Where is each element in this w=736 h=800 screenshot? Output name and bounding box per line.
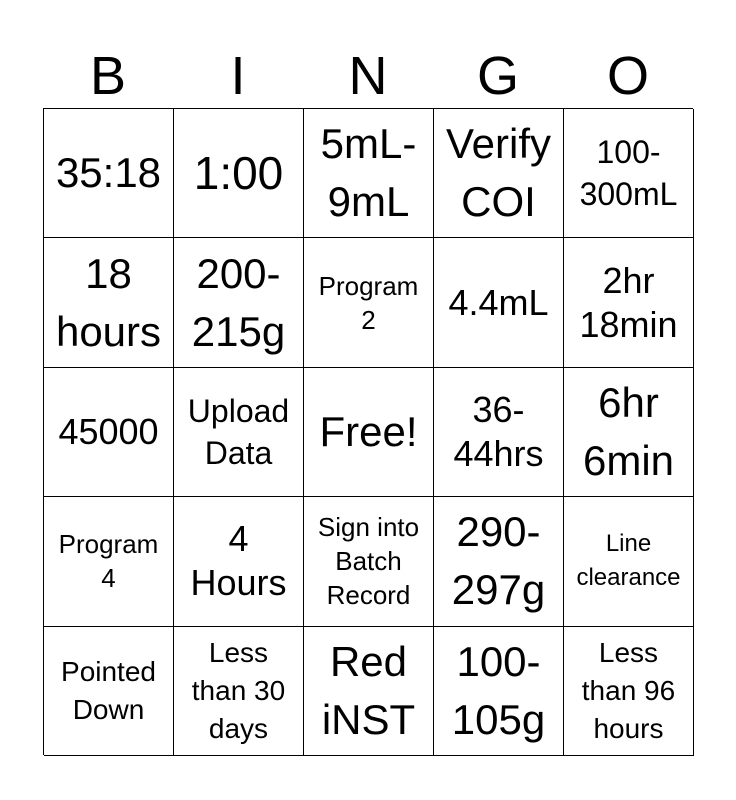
bingo-cell-r1c1[interactable]	[44, 109, 174, 238]
cell-text: 1:00	[193, 147, 284, 200]
bingo-cell-r2c3[interactable]	[304, 238, 434, 367]
cell-text: Free!	[319, 407, 418, 455]
cell-text: 100- 105g	[451, 637, 546, 743]
cell-text: 4.4mL	[448, 281, 549, 323]
bingo-cell-r3c3 free-space[interactable]	[304, 368, 434, 497]
cell-text: Less than 30 days	[191, 636, 286, 744]
bingo-cell-r5c4[interactable]	[434, 627, 564, 756]
bingo-header	[43, 44, 693, 108]
cell-text: 36- 44hrs	[453, 388, 544, 474]
bingo-cell-r3c4[interactable]	[434, 368, 564, 497]
cell-text: 5mL- 9mL	[320, 120, 417, 226]
bingo-cell-r3c1[interactable]	[44, 368, 174, 497]
header-letter-b: B	[89, 46, 127, 106]
bingo-cell-r1c5[interactable]	[564, 109, 694, 238]
bingo-cell-r1c4[interactable]	[434, 109, 564, 238]
bingo-cell-r2c5[interactable]	[564, 238, 694, 367]
bingo-cell-r3c5[interactable]	[564, 368, 694, 497]
bingo-grid	[43, 108, 693, 755]
bingo-cell-r4c3[interactable]	[304, 497, 434, 626]
cell-text: Red iNST	[321, 637, 416, 743]
header-letter-g: G	[476, 46, 519, 106]
cell-text: Program 4	[58, 529, 159, 594]
bingo-cell-r5c1[interactable]	[44, 627, 174, 756]
cell-text: Verify COI	[445, 120, 552, 226]
bingo-cell-r1c3[interactable]	[304, 109, 434, 238]
cell-text: Sign into Batch Record	[317, 512, 420, 611]
cell-text: 35:18	[55, 149, 162, 197]
bingo-cell-r1c2[interactable]	[174, 109, 304, 238]
cell-text: 4 Hours	[190, 518, 287, 604]
bingo-cell-r2c2[interactable]	[174, 238, 304, 367]
bingo-cell-r4c5[interactable]	[564, 497, 694, 626]
header-letter-o: O	[606, 46, 649, 106]
bingo-cell-r4c2[interactable]	[174, 497, 304, 626]
bingo-cell-r5c5[interactable]	[564, 627, 694, 756]
bingo-cell-r4c1[interactable]	[44, 497, 174, 626]
cell-text: Pointed Down	[61, 655, 156, 725]
cell-text: 290- 297g	[451, 508, 546, 614]
bingo-cell-r3c2[interactable]	[174, 368, 304, 497]
cell-text: Upload Data	[187, 392, 290, 471]
cell-text: 100- 300mL	[579, 134, 678, 213]
bingo-cell-r5c2[interactable]	[174, 627, 304, 756]
bingo-cell-r2c4[interactable]	[434, 238, 564, 367]
cell-text: Line clearance	[576, 530, 681, 592]
cell-text: Less than 96 hours	[581, 636, 676, 744]
bingo-cell-r4c4[interactable]	[434, 497, 564, 626]
header-letter-n: N	[348, 46, 388, 106]
cell-text: 45000	[58, 410, 159, 452]
header-letter-i: I	[230, 46, 246, 106]
cell-text: Program 2	[318, 270, 419, 335]
bingo-cell-r5c3[interactable]	[304, 627, 434, 756]
cell-text: 18 hours	[55, 249, 162, 355]
cell-text: 6hr 6min	[582, 378, 675, 484]
bingo-cell-r2c1[interactable]	[44, 238, 174, 367]
cell-text: 2hr 18min	[579, 259, 678, 345]
cell-text: 200- 215g	[191, 249, 286, 355]
